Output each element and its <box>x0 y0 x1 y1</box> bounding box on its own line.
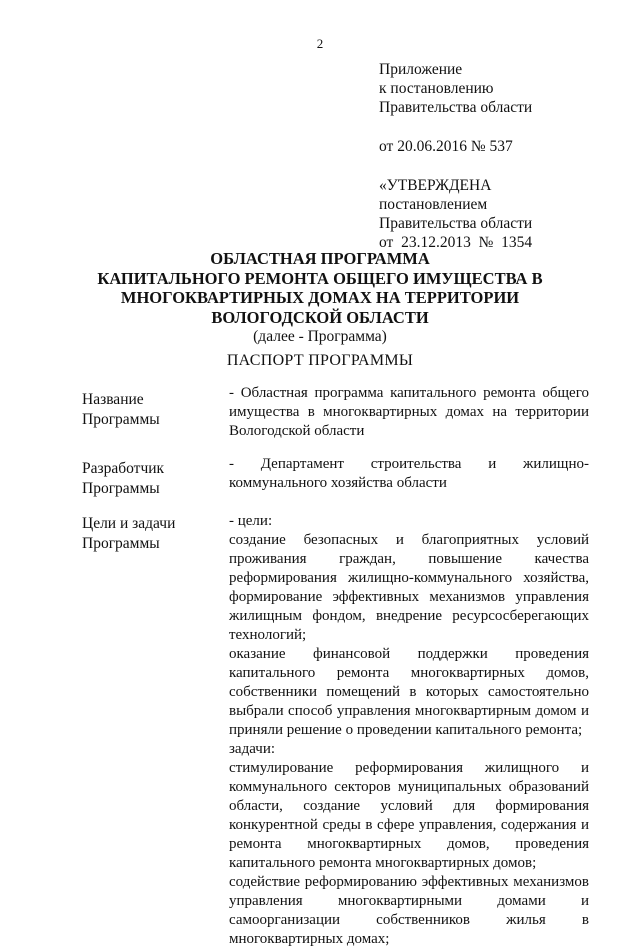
goals-paragraph: содействие реформированию эффективных механизмов управления многоквартирными домами и самоорганизации собственников жилья в многоквартирных домах; <box>229 874 589 947</box>
page-number: 2 <box>316 36 324 51</box>
goals-paragraph: задачи: <box>229 741 276 757</box>
row-value <box>229 512 589 949</box>
goals-paragraph: стимулирование реформирования жилищного и коммунального секторов муниципальных образований области, создание условий для формирования конкурентной среды в сфере управления, содержания и ремонта многоквартирных домов, проведения капитального ремонта многоквартирных домов; <box>229 760 589 871</box>
row-value: - Областная программа капитального ремонта общего имущества в многоквартирных домах на территории Вологодской области <box>229 385 589 439</box>
developer-line: коммунального хозяйства области <box>229 475 447 491</box>
goals-paragraph: - цели: <box>229 513 273 529</box>
appendix-line: Правительства области <box>379 99 533 116</box>
title-subtitle: (далее - Программа) <box>253 328 387 345</box>
goals-paragraph: оказание финансовой поддержки проведения капитального ремонта многоквартирных домов, собственники помещений в которых самостоятельно выбрали способ управления многоквартирным домом и приняли решение о проведении капитального ремонта; <box>229 646 589 738</box>
row-label: Цели и задачи Программы <box>82 515 176 552</box>
program-title <box>60 249 580 347</box>
approved-line: постановлением <box>379 196 488 213</box>
approved-line: от 23.12.2013 № 1354 <box>379 234 533 251</box>
goals-paragraph: создание безопасных и благоприятных условий проживания граждан, повышение качества реформирования жилищно-коммунального хозяйства, формирование эффективных механизмов управления жилищным фондом, внедрение ресурсосберегающих технологий; <box>229 532 589 643</box>
appendix-block <box>379 60 609 252</box>
row-label: Разработчик Программы <box>82 460 165 497</box>
title-line: ОБЛАСТНАЯ ПРОГРАММА <box>210 249 430 268</box>
developer-line: - Департамент строительства и жилищно- <box>229 456 589 472</box>
title-line: КАПИТАЛЬНОГО РЕМОНТА ОБЩЕГО ИМУЩЕСТВА В <box>97 268 543 288</box>
appendix-line: Приложение <box>379 61 463 78</box>
approved-line: «УТВЕРЖДЕНА <box>379 177 492 194</box>
appendix-line: к постановлению <box>379 80 494 97</box>
row-label: Название Программы <box>82 391 160 428</box>
decree-reference: от 20.06.2016 № 537 <box>379 138 513 155</box>
passport-heading: ПАСПОРТ ПРОГРАММЫ <box>226 352 414 369</box>
row-value <box>229 455 589 493</box>
approved-line: Правительства области <box>379 215 533 232</box>
title-line: МНОГОКВАРТИРНЫХ ДОМАХ НА ТЕРРИТОРИИ <box>120 288 520 307</box>
title-line: ВОЛОГОДСКОЙ ОБЛАСТИ <box>211 307 429 327</box>
